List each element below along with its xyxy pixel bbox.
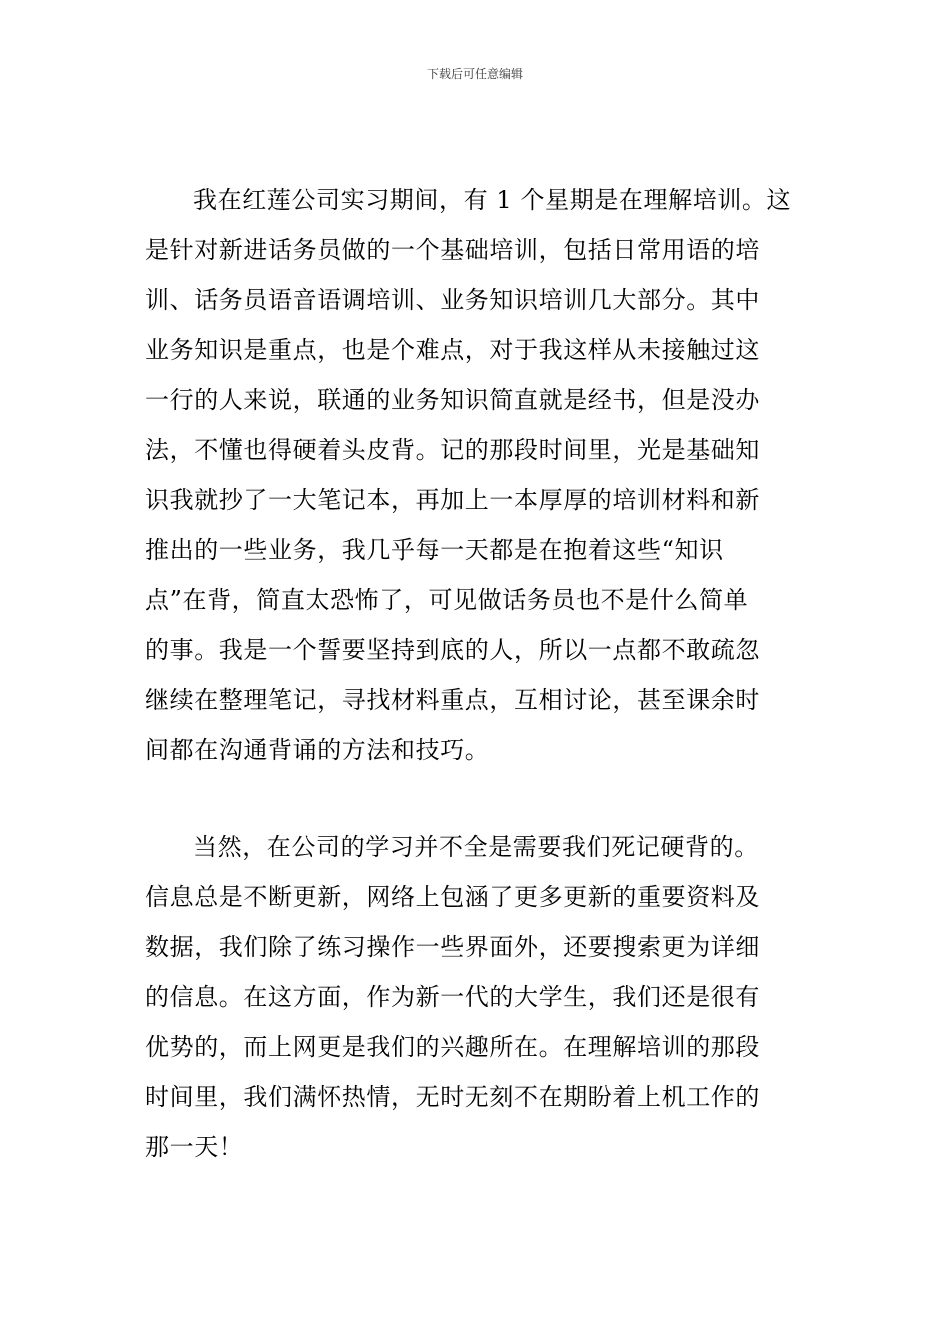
paragraph-line: 一行的人来说，联通的业务知识简直就是经书，但是没办 [145, 386, 760, 414]
paragraph-line: 信息总是不断更新，网络上包涵了更多更新的重要资料及 [145, 883, 760, 911]
paragraph-1 [145, 175, 807, 775]
paragraph-line: 业务知识是重点，也是个难点，对于我这样从未接触过这 [145, 336, 760, 364]
paragraph-line: 识我就抄了一大笔记本，再加上一本厚厚的培训材料和新 [145, 486, 760, 514]
paragraph-line: 点”在背，简直太恐怖了，可见做话务员也不是什么简单 [145, 586, 749, 614]
paragraph-line: 当然，在公司的学习并不全是需要我们死记硬背的。 [193, 833, 759, 861]
paragraph-line: 训、话务员语音语调培训、业务知识培训几大部分。其中 [145, 286, 760, 314]
paragraph-line: 间都在沟通背诵的方法和技巧。 [145, 736, 490, 764]
paragraph-line: 是针对新进话务员做的一个基础培训，包括日常用语的培 [145, 236, 760, 264]
paragraph-line: 的信息。在这方面，作为新一代的大学生，我们还是很有 [145, 983, 760, 1011]
page-header-note: 下载后可任意编辑 [426, 67, 523, 81]
paragraph-line: 我在红莲公司实习期间，有 1 个星期是在理解培训。这 [193, 186, 792, 214]
paragraph-line: 继续在整理笔记，寻找材料重点，互相讨论，甚至课余时 [145, 686, 760, 714]
paragraph-2 [145, 822, 807, 1172]
paragraph-line: 推出的一些业务，我几乎每一天都是在抱着这些“知识 [145, 536, 724, 564]
paragraph-line: 时间里，我们满怀热情，无时无刻不在期盼着上机工作的 [145, 1083, 760, 1111]
paragraph-line: 那一天！ [145, 1133, 244, 1161]
paragraph-line: 优势的，而上网更是我们的兴趣所在。在理解培训的那段 [145, 1033, 760, 1061]
paragraph-line: 法，不懂也得硬着头皮背。记的那段时间里，光是基础知 [145, 436, 760, 464]
paragraph-line: 数据，我们除了练习操作一些界面外，还要搜索更为详细 [145, 933, 760, 961]
paragraph-line: 的事。我是一个誓要坚持到底的人，所以一点都不敢疏忽 [145, 636, 760, 664]
